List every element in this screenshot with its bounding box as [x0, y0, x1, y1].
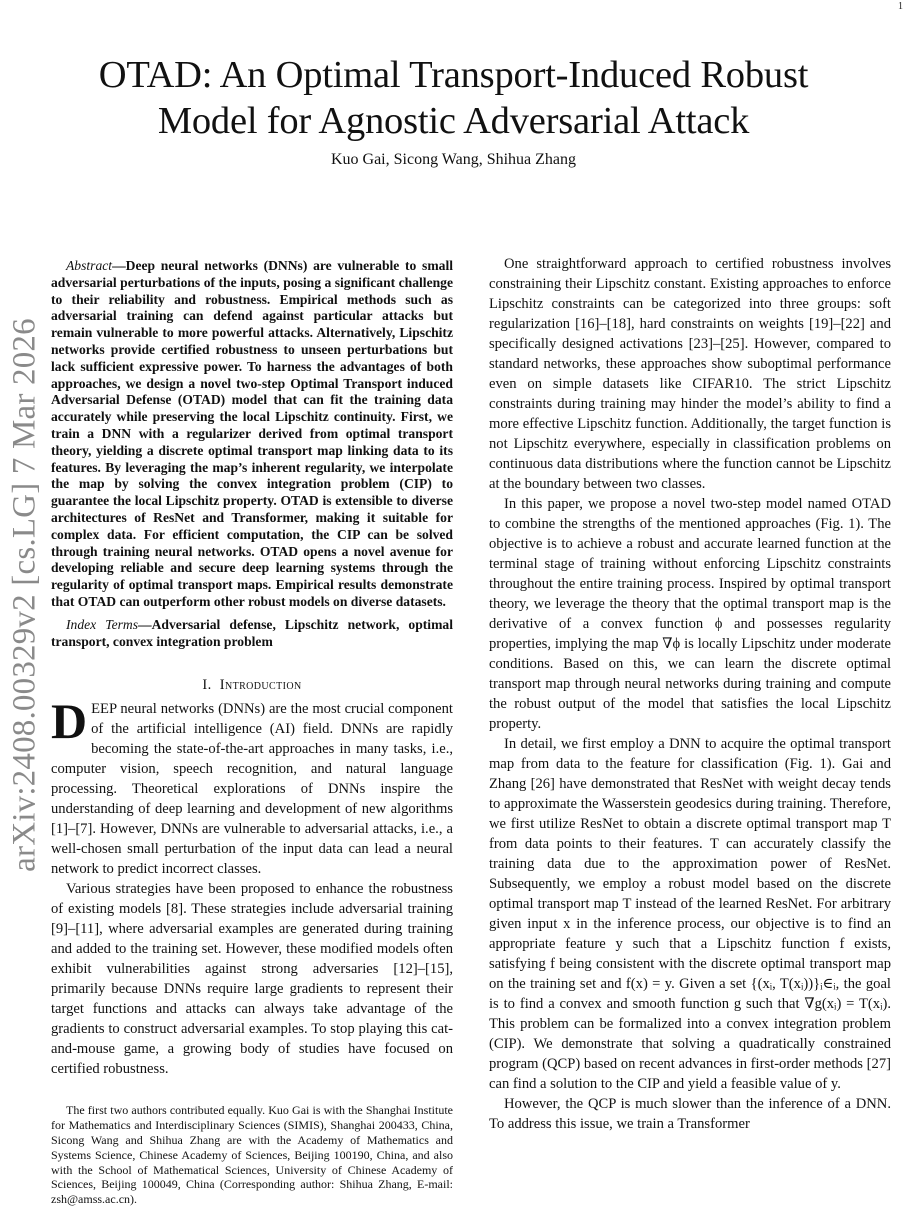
page-number: 1 [898, 1, 903, 12]
section-heading-introduction [51, 675, 453, 695]
intro-paragraph-1-text: neural networks (DNNs) are the most crucial component of the artificial intelligence (AI) field. DNNs are rapidly becoming the state-of-the-art approaches in many tasks, i.e., computer vision, speech recognition, and natural language processing. Theoretical explorations of DNNs inspire the understanding of deep learning and development of new algorithms [1]–[7]. However, DNNs are vulnerable to adversarial attacks, i.e., a well-chosen small perturbation of the input data can lead a neural network to predict incorrect classes. [51, 701, 453, 878]
intro-lead-caps: EEP [91, 701, 117, 718]
section-number: I. [202, 677, 212, 694]
intro-paragraph-5: In detail, we first employ a DNN to acquire the optimal transport map from data to the feature for classification (Fig. 1). Gai and Zhang [26] have demonstrated that ResNet with weight decay tends to approximate the Wasserstein geodesics during training. Therefore, we first utilize ResNet to obtain a discrete optimal transport map T from data points to their features. T can accurately classify the training data due to the approximation power of ResNet. Subsequently, we employ a robust model based on the discrete optimal transport map T instead of the learned ResNet. For arbitrary given input x in the inference process, our objective is to find an appropriate feature y such that a Lipschitz function f exists, satisfying f being consistent with the discrete optimal transport map on the training set and f(x) = y. Given a set {(xᵢ, T(xᵢ))}ᵢ∈ᵢ, the goal is to find a convex and smooth function g such that ∇g(xᵢ) = T(xᵢ). This problem can be formalized into a convex integration problem (CIP). We demonstrate that solving a quadratically constrained program (QCP) based on recent advances in first-order methods [27] can find a solution to the CIP and yield a feasible value of y. [489, 736, 891, 1092]
index-terms-label: Index Terms [66, 616, 139, 632]
intro-paragraph-3: One straightforward approach to certified robustness involves constraining their Lipschitz constant. Existing approaches to enforce Lipschitz constraints can be categorized into three groups: soft regularization [16]–[18], hard constraints on weights [19]–[22] and specifically designed activations [23]–[25]. However, compared to standard networks, these approaches show suboptimal performance even on simple datasets like CIFAR10. The strict Lipschitz constraints during training may hinder the model’s ability to find a more effective Lipschitz function. Additionally, the target function is not Lipschitz everywhere, especially in classification problems on continuous data distributions where the function cannot be Lipschitz at the boundary between two classes. [489, 256, 891, 492]
abstract [51, 258, 453, 650]
intro-paragraph-6: However, the QCP is much slower than the inference of a DNN. To address this issue, we train a Transformer [489, 1096, 891, 1132]
left-column [51, 258, 453, 1207]
intro-paragraph-4: In this paper, we propose a novel two-step model named OTAD to combine the strengths of the mentioned approaches (Fig. 1). The objective is to achieve a robust and accurate learned function at the terminal stage of training without enforcing Lipschitz constraints throughout the entire training process. Inspired by optimal transport theory, we leverage the theory that the optimal transport map is the derivative of a convex function ϕ and possesses regularity properties, implying the map ∇ϕ is locally Lipschitz under moderate conditions. Based on this, we can learn the discrete optimal transport map through neural networks during training and compute the robust output of the model that satisfies the local Lipschitz property. [489, 496, 891, 732]
section-title: Introduction [219, 677, 302, 694]
author-list: Kuo Gai, Sicong Wang, Shihua Zhang [330, 151, 577, 168]
title-line-1: OTAD: An Optimal Transport-Induced Robust [98, 54, 809, 96]
intro-paragraph-2: Various strategies have been proposed to enhance the robustness of existing models [8]. These strategies include adversarial training [9]–[11], where adversarial examples are generated during training and added to the training set. However, these modified models often exhibit vulnerabilities against strong adversaries [12]–[15], primarily because DNNs require large gradients to represent their target functions and attacks can always take advantage of the gradients to construct adversarial examples. To stop playing this cat-and-mouse game, a growing body of studies have focused on certified robustness. [51, 881, 453, 1078]
arxiv-identifier-stamp [6, 250, 44, 940]
abstract-label: Abstract [66, 258, 113, 273]
intro-paragraph-1 [51, 693, 453, 879]
right-column [489, 254, 891, 1134]
abstract-text: —Deep neural networks (DNNs) are vulnerable to small adversarial perturbations of the inputs, posing a significant challenge to their reliability and robustness. Empirical methods such as adversarial training can defend against particular attacks but remain vulnerable to more powerful attacks. Alternatively, Lipschitz networks provide certified robustness to unseen perturbations but lack sufficient expressive power. To harness the advantages of both approaches, we design a novel two-step Optimal Transport induced Adversarial Defense (OTAD) model that can fit the training data accurately while preserving the local Lipschitz continuity. First, we train a DNN with a regularizer derived from optimal transport theory, yielding a discrete optimal transport map linking data to its features. By leveraging the map’s inherent regularity, we interpolate the map by solving the convex integration problem (CIP) to guarantee the local Lipschitz property. OTAD is extensible to diverse architectures of ResNet and Transformer, making it suitable for complex data. For efficient computation, the CIP can be solved through training neural networks. OTAD opens a novel avenue for developing reliable and secure deep learning systems through the regularity of optimal transport maps. Empirical results demonstrate that OTAD can outperform other robust models on diverse datasets. [51, 258, 453, 609]
abstract-paragraph [51, 258, 453, 611]
paper-title [50, 52, 857, 144]
drop-cap: D [51, 693, 88, 750]
author-footnote [51, 1103, 453, 1207]
footnote-text: The first two authors contributed equally. Kuo Gai is with the Shanghai Institute for Mathematics and Interdisciplinary Sciences (SIMIS), Shanghai 200433, China, Sicong Wang and Shihua Zhang are with the Academy of Mathematics and Systems Science, Chinese Academy of Sciences, Beijing 100190, China, and also with the School of Mathematical Sciences, University of Chinese Academy of Sciences, Beijing 100049, China (Corresponding author: Shihua Zhang, E-mail: zsh@amss.ac.cn). [51, 1103, 453, 1207]
introduction-body-left [51, 693, 453, 1079]
index-terms-text: —Adversarial defense, Lipschitz network, optimal transport, convex integration problem [51, 616, 453, 649]
arxiv-stamp-text: arXiv:2408.00329v2 [cs.LG] 7 Mar 2026 [6, 318, 43, 872]
title-line-2: Model for Agnostic Adversarial Attack [157, 100, 750, 142]
index-terms [51, 617, 453, 651]
